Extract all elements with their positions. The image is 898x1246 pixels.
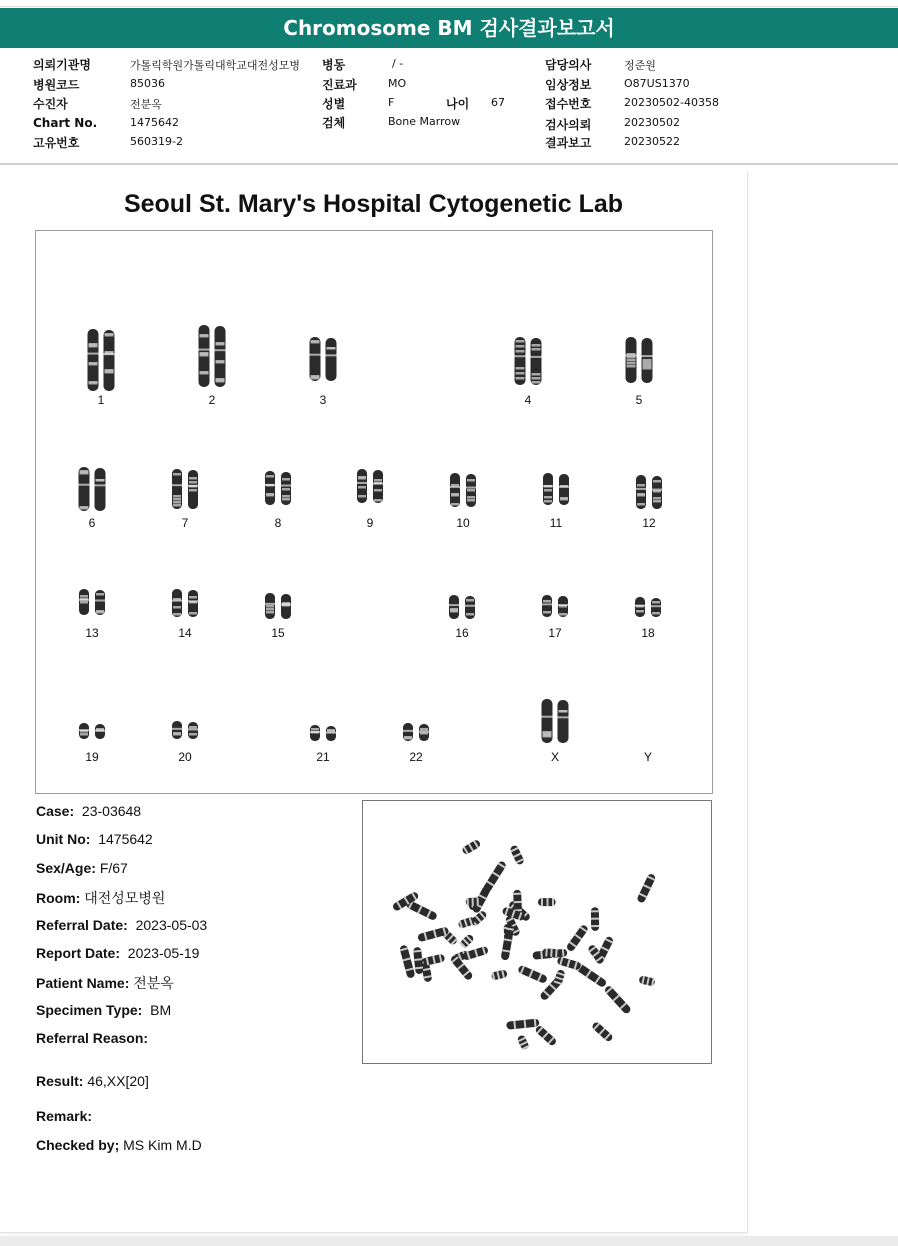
unit-label: Unit No: (36, 831, 91, 847)
metaphase-chromosome (565, 924, 589, 953)
sexage-row (36, 860, 128, 876)
chromosome-label-18: 18 (641, 626, 655, 640)
department-value: MO (388, 77, 407, 90)
ward-label: 병동 (322, 58, 346, 72)
id-value: 560319-2 (130, 135, 183, 148)
institution-value: 가톨릭학원가톨릭대학교대전성모병 (130, 59, 301, 72)
clinical-info-label: 임상정보 (545, 78, 592, 92)
metaphase-chromosome (482, 860, 507, 893)
room-value: 대전성모병원 (84, 890, 166, 906)
metaphase-image (362, 800, 712, 1064)
chart-label: Chart No. (33, 116, 98, 130)
chromosome-pair-19 (78, 723, 106, 739)
metaphase-chromosome (516, 1034, 529, 1050)
accession-value: 20230502-40358 (624, 96, 719, 109)
checked-value: MS Kim M.D (123, 1137, 202, 1153)
chromosome-label-10: 10 (456, 516, 470, 530)
checked-label: Checked by; (36, 1137, 120, 1153)
metaphase-chromosome (542, 948, 558, 957)
unit-row (36, 831, 153, 847)
report-title: Chromosome BM 검사결과보고서 (283, 16, 615, 40)
metaphase-chromosome (554, 969, 566, 985)
chromosome-label-3: 3 (319, 393, 327, 407)
chart-value: 1475642 (130, 116, 179, 129)
karyogram-panel (35, 230, 713, 794)
chromosome-label-16: 16 (455, 626, 469, 640)
ward-value: / - (392, 57, 404, 70)
metaphase-chromosome (538, 898, 556, 906)
metaphase-spread-svg (363, 801, 711, 1063)
metaphase-chromosome (517, 965, 548, 985)
chromosome-pair-8 (264, 471, 292, 505)
patient-label: 수진자 (33, 97, 68, 111)
result-value: 46,XX[20] (87, 1073, 149, 1089)
remark-row (36, 1108, 92, 1124)
department-label: 진료과 (322, 78, 357, 92)
specimen-type-row (36, 1002, 171, 1018)
doctor-label: 담당의사 (545, 58, 592, 72)
result-label: Result: (36, 1073, 84, 1089)
info-divider (0, 163, 898, 165)
patient-name-row (36, 973, 174, 993)
hospital-code-value: 85036 (130, 77, 165, 90)
sex-value: F (388, 96, 395, 109)
chromosome-pair-15 (264, 593, 292, 619)
metaphase-chromosome (491, 969, 508, 980)
specimen-type-label: Specimen Type: (36, 1002, 143, 1018)
case-value: 23-03648 (81, 803, 142, 819)
doctor-value: 정준원 (624, 59, 656, 72)
metaphase-chromosome (423, 954, 446, 966)
chromosome-pair-18 (634, 597, 662, 617)
karyogram-svg (36, 231, 712, 793)
result-row (36, 1073, 149, 1089)
chromosome-label-6: 6 (88, 516, 96, 530)
report-date-detail-label: Report Date: (36, 945, 121, 961)
metaphase-chromosome (501, 924, 515, 960)
patient-value: 전분옥 (130, 98, 162, 111)
case-label: Case: (36, 803, 75, 819)
specimen-label: 검체 (322, 116, 346, 130)
chromosome-label-Y: Y (643, 750, 652, 764)
chromosome-label-9: 9 (366, 516, 374, 530)
chromosome-pair-11 (542, 473, 570, 505)
sexage-label: Sex/Age: (36, 860, 96, 876)
metaphase-chromosome (506, 1018, 540, 1029)
chromosome-pair-6 (78, 467, 107, 511)
hospital-code-label: 병원코드 (33, 78, 80, 92)
request-label: 검사의뢰 (545, 118, 592, 132)
chromosome-pair-10 (449, 473, 477, 507)
metaphase-chromosome (591, 1021, 614, 1043)
chromosome-pair-14 (171, 589, 199, 617)
specimen-value: Bone Marrow (388, 115, 461, 128)
metaphase-chromosome (509, 844, 525, 865)
report-date-detail-value: 2023-05-19 (127, 945, 200, 961)
chromosome-label-21: 21 (316, 750, 330, 764)
room-label: Room: (36, 890, 81, 906)
referral-date-label: Referral Date: (36, 917, 128, 933)
chromosome-pair-9 (356, 469, 384, 503)
chromosome-label-8: 8 (274, 516, 282, 530)
metaphase-chromosome (417, 926, 449, 942)
chromosome-label-12: 12 (642, 516, 656, 530)
chromosome-label-22: 22 (409, 750, 423, 764)
chromosome-pair-4 (514, 337, 543, 385)
chromosome-pair-20 (171, 721, 199, 739)
chromosome-pair-3 (309, 337, 338, 381)
chromosome-pair-7 (171, 469, 199, 509)
chromosome-label-5: 5 (635, 393, 643, 407)
room-row (36, 888, 165, 908)
report-date-row (36, 945, 199, 961)
metaphase-chromosome (603, 985, 632, 1015)
metaphase-chromosome (459, 933, 475, 949)
report-header (0, 8, 898, 48)
chromosome-label-15: 15 (271, 626, 285, 640)
request-value: 20230502 (624, 116, 680, 129)
specimen-type-value: BM (150, 1002, 172, 1018)
chromosome-label-11: 11 (549, 516, 563, 530)
institution-label: 의뢰기관명 (33, 58, 91, 72)
report-date-label: 결과보고 (545, 136, 592, 150)
chromosome-label-13: 13 (85, 626, 99, 640)
lab-title: Seoul St. Mary's Hospital Cytogenetic Lab (123, 190, 624, 218)
chromosome-pair-1 (87, 329, 116, 391)
chromosome-pair-21 (309, 725, 337, 741)
chromosome-pair-13 (78, 589, 106, 615)
patient-info-block (0, 52, 898, 164)
chromosome-label-X: X (550, 750, 559, 764)
chromosome-label-17: 17 (548, 626, 562, 640)
clinical-info-value: O87US1370 (624, 77, 690, 90)
age-label: 나이 (446, 97, 470, 111)
metaphase-chromosome (413, 947, 424, 975)
chromosome-pair-X (541, 699, 570, 743)
chromosome-label-20: 20 (178, 750, 192, 764)
chromosome-pair-5 (625, 337, 654, 383)
metaphase-chromosome (457, 916, 475, 929)
referral-date-row (36, 917, 207, 933)
chromosome-label-19: 19 (85, 750, 99, 764)
chromosome-label-4: 4 (524, 393, 532, 407)
chromosome-label-14: 14 (178, 626, 192, 640)
referral-reason-label: Referral Reason: (36, 1030, 149, 1046)
chromosome-pair-16 (448, 595, 476, 619)
chromosome-pair-12 (635, 475, 663, 509)
bottom-strip (0, 1236, 898, 1246)
case-row (36, 803, 141, 819)
metaphase-chromosome (399, 944, 416, 978)
metaphase-chromosome (556, 956, 581, 970)
remark-label: Remark: (36, 1108, 93, 1124)
top-border (0, 0, 898, 7)
referral-date-value: 2023-05-03 (135, 917, 208, 933)
metaphase-chromosome (461, 839, 481, 856)
chromosome-label-1: 1 (97, 393, 105, 407)
checked-row (36, 1137, 202, 1153)
metaphase-chromosome (534, 1025, 557, 1047)
chromosome-pair-2 (198, 325, 227, 387)
unit-value: 1475642 (98, 831, 153, 847)
chromosome-pair-22 (402, 723, 430, 741)
chromosome-label-2: 2 (208, 393, 216, 407)
id-label: 고유번호 (33, 136, 80, 150)
referral-reason-row (36, 1030, 148, 1046)
chromosome-label-7: 7 (181, 516, 189, 530)
metaphase-chromosome (466, 897, 482, 905)
metaphase-chromosome (636, 873, 656, 904)
sex-label: 성별 (322, 97, 346, 111)
accession-label: 접수번호 (545, 97, 592, 111)
patient-name-label: Patient Name: (36, 975, 130, 991)
report-date-value: 20230522 (624, 135, 680, 148)
metaphase-chromosome (591, 907, 599, 931)
sexage-value: F/67 (99, 860, 128, 876)
chromosome-pair-17 (541, 595, 569, 617)
patient-name-value: 전분옥 (133, 975, 174, 991)
metaphase-chromosome (462, 946, 489, 961)
age-value: 67 (491, 96, 505, 109)
metaphase-chromosome (638, 975, 655, 986)
